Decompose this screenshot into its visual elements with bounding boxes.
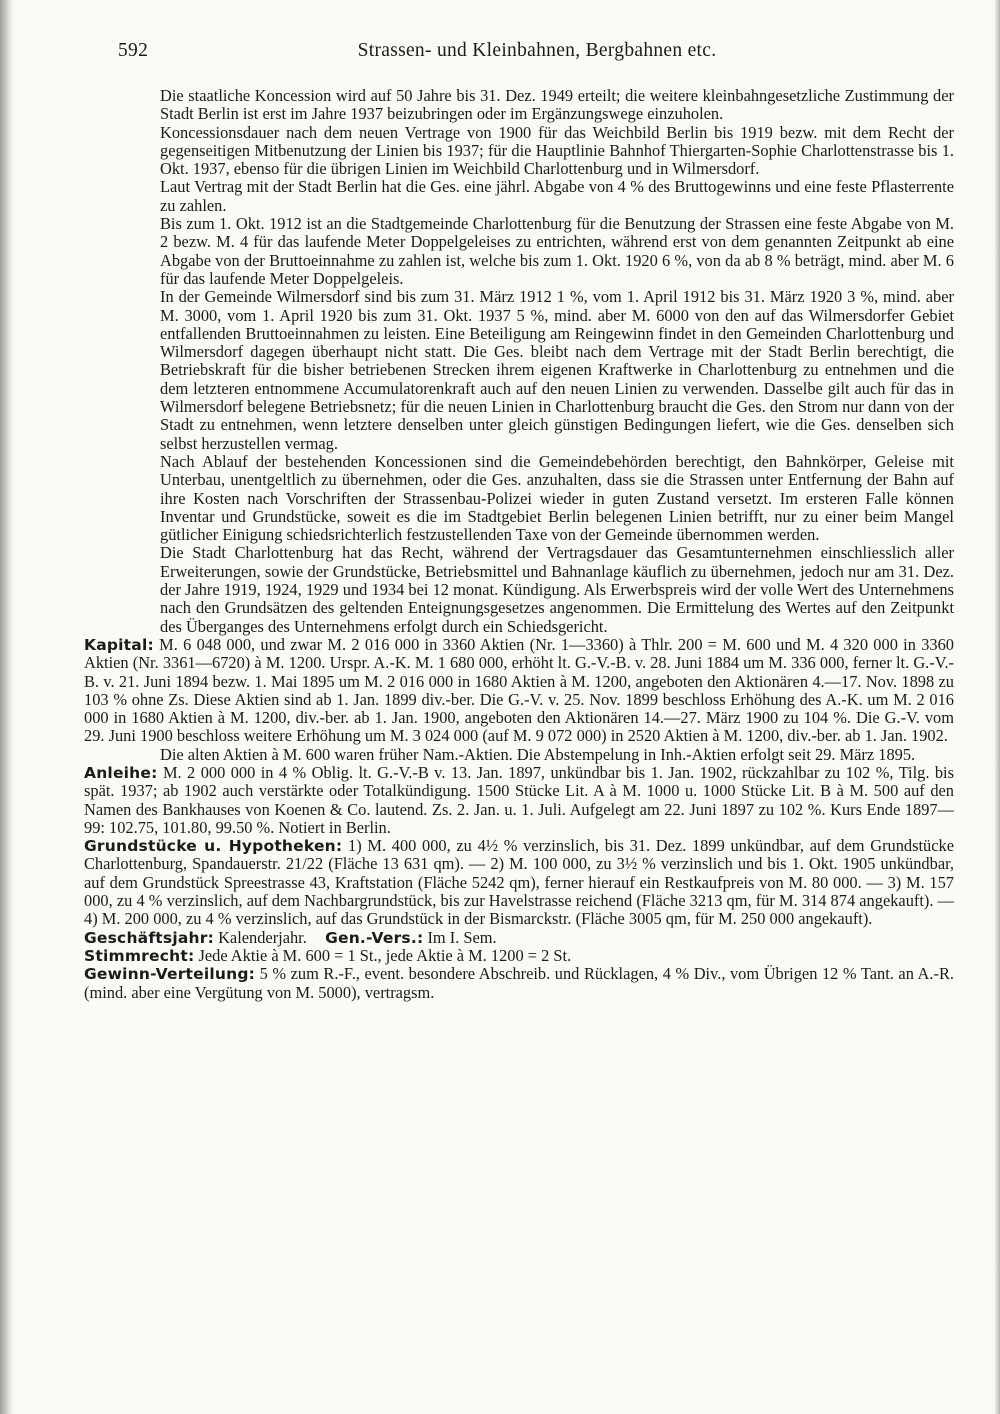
label-anleihe: Anleihe:	[84, 763, 158, 782]
paragraph-wilmersdorf: In der Gemeinde Wilmersdorf sind bis zum 31. März 1912 1 %, vom 1. April 1912 bis 31. März 1920 3 %, mind. aber M. 3000, vom 1. April 1920 bis zum 31. Okt. 1937 5 %, mind. aber M. 6000 von den auf das Wilmersdorfer Gebiet entfallenden Bruttoeinnahmen zu leisten. Eine Beteiligung am Reingewinn findet in den Gemeinden Charlottenburg und Wilmersdorf dagegen überhaupt nicht statt. Die Ges. bleibt nach dem Vertrage mit der Stadt Berlin berechtigt, die Betriebskraft für die bisher betriebenen Strecken ihrem eigenen Kraftwerke in Charlottenburg zu entnehmen und die dem letzteren entnommene Accumulatorenkraft auch auf den neuen Linien zu verwenden. Dasselbe gilt auch für das in Wilmersdorf belegene Betriebsnetz; für die neuen Linien in Charlottenburg braucht die Ges. den Strom nur dann von der Stadt zu entnehmen, wenn letztere denselben unter gleich günstigen Bedingungen liefert, wie die Ges. denselben sich selbst herzustellen vermag.	[160, 287, 954, 453]
entry-stimmrecht	[84, 947, 954, 965]
paragraph-koncession: Die staatliche Koncession wird auf 50 Jahre bis 31. Dez. 1949 erteilt; die weitere kleinbahngesetzliche Zustimmung der Stadt Berlin ist erst im Jahre 1937 beizubringen oder im Ergänzungswege einzuholen.	[160, 86, 954, 124]
text-grundstuecke: 1) M. 400 000, zu 4½ % verzinslich, bis 31. Dez. 1899 unkündbar, auf dem Grundstücke Charlottenburg, Spandauerstr. 21/22 (Fläche 13 631 qm). — 2) M. 100 000, zu 3½ % verzinslich und bis 1. Okt. 1905 unkündbar, auf dem Grundstück Spreestrasse 43, Kraftstation (Fläche 5242 qm), ferner hierauf ein Restkaufpreis von M. 80 000. — 3) M. 157 000, zu 4 % verzinslich, auf dem Nachbargrundstück, bis zur Havelstrasse reichend (Fläche 3213 qm, für M. 314 874 angekauft). — 4) M. 200 000, zu 4 % verzinslich, auf das Grundstück in der Bismarckstr. (Fläche 3005 qm, für M. 250 000 angekauft).	[84, 836, 954, 929]
text-kapital: M. 6 048 000, und zwar M. 2 016 000 in 3360 Aktien (Nr. 1—3360) à Thlr. 200 = M. 600 und M. 4 320 000 in 3360 Aktien (Nr. 3361—6720) à M. 1200. Urspr. A.-K. M. 1 680 000, erhöht lt. G.-V.-B. v. 28. Juni 1884 um M. 336 000, ferner lt. G.-V.-B. v. 21. Juni 1894 bezw. 1. Mai 1895 um M. 2 016 000 in 1680 Aktien à M. 1200, angeboten den Aktionären 4.—17. Nov. 1898 zu 103 % ohne Zs. Diese Aktien sind ab 1. Jan. 1899 div.-ber. Die G.-V. v. 25. Nov. 1899 beschloss Erhöhung des A.-K. um M. 2 016 000 in 1680 Aktien à M. 1200, div.-ber. ab 1. Jan. 1900, angeboten den Aktionären 14.—27. März 1900 zu 104 %. Die G.-V. vom 29. Juni 1900 beschloss weitere Erhöhung um M. 3 024 000 (auf M. 9 072 000) in 2520 Aktien à M. 1200, div.-ber. ab 1. Jan. 1902.	[84, 634, 954, 746]
entry-kapital	[84, 636, 954, 746]
page-edge-shadow	[994, 0, 1000, 1414]
note-kapital: Die alten Aktien à M. 600 waren früher Nam.-Aktien. Die Abstempelung in Inh.-Aktien erfolgt seit 29. März 1895.	[160, 744, 916, 764]
text-gen-vers: Im I. Sem.	[427, 927, 497, 947]
text-geschaeftsjahr: Kalenderjahr.	[218, 927, 307, 947]
label-gen-vers: Gen.-Vers.:	[325, 928, 424, 947]
label-gewinn-verteilung: Gewinn-Verteilung:	[84, 965, 256, 984]
entry-geschaeftsjahr	[84, 929, 954, 947]
page-header	[118, 40, 956, 64]
paragraph-abgabe-berlin: Laut Vertrag mit der Stadt Berlin hat die Ges. eine jährl. Abgabe von 4 % des Bruttogewinns und eine feste Pflasterrente zu zahlen.	[160, 177, 954, 215]
entry-gewinn-verteilung	[84, 965, 954, 1002]
binding-shadow	[0, 0, 14, 1414]
label-kapital: Kapital:	[84, 635, 154, 654]
text-anleihe: M. 2 000 000 in 4 % Oblig. lt. G.-V.-B v. 13. Jan. 1897, unkündbar bis 1. Jan. 1902, rückzahlbar zu 102 %, Tilg. bis spät. 1937; ab 1902 auch verstärkte oder Totalkündigung. 1500 Stücke Lit. A à M. 1000 u. 1000 Stücke Lit. B à M. 500 auf den Namen des Bankhauses von Koenen & Co. lautend. Zs. 2. Jan. u. 1. Juli. Aufgelegt am 22. Juni 1897 zu 102 %. Kurs Ende 1897—99: 102.75, 101.80, 99.50 %. Notiert in Berlin.	[84, 762, 954, 837]
page-number: 592	[118, 40, 149, 61]
paragraph-abgabe-charlottenburg: Bis zum 1. Okt. 1912 ist an die Stadtgemeinde Charlottenburg für die Benutzung der Strassen eine feste Abgabe von M. 2 bezw. M. 4 für das laufende Meter Doppelgeleises zu entrichten, während erst von dem genannten Zeitpunkt ab eine Abgabe von der Bruttoeinnahme zu zahlen ist, welche bis zum 1. Okt. 1920 6 %, von da ab 8 % beträgt, mind. aber M. 6 für das laufende Meter Doppelgeleis.	[160, 214, 954, 288]
text-gewinn-verteilung: 5 % zum R.-F., event. besondere Abschreib. und Rücklagen, 4 % Div., vom Übrigen 12 % Tant. an A.-R. (mind. aber eine Vergütung von M. 5000), vertragsm.	[84, 964, 954, 1002]
entry-anleihe	[84, 764, 954, 837]
running-title: Strassen- und Kleinbahnen, Bergbahnen etc.	[357, 40, 717, 61]
paragraph-ablauf: Nach Ablauf der bestehenden Koncessionen sind die Gemeindebehörden berechtigt, den Bahnkörper, Geleise mit Unterbau, unentgeltlich zu übernehmen, oder die Ges. anzuhalten, dass sie die Strassen unter Entfernung der Bahn auf ihre Kosten nach Vorschriften der Strassenbau-Polizei wieder in guten Zustand versetzt. Im ersteren Falle können Inventar und Grundstücke, soweit es die im Stadtgebiet Berlin belegenen Linien betrifft, nur zu einer beim Mangel gütlicher Einigung schiedsrichterlich festzustellenden Taxe von der Gemeinde übernommen werden.	[160, 451, 954, 545]
label-stimmrecht: Stimmrecht:	[84, 946, 195, 965]
entry-grundstuecke	[84, 837, 954, 928]
paragraph-koncessionsdauer: Koncessionsdauer nach dem neuen Vertrage von 1900 für das Weichbild Berlin bis 1919 bezw. mit dem Recht der gegenseitigen Mitbenutzung der Linien bis 1937; für die Hauptlinie Bahnhof Thiergarten-Sophie Charlottenstrasse bis 1. Okt. 1937, ebenso für die übrigen Linien im Weichbild Charlottenburg und in Wilmersdorf.	[160, 122, 954, 179]
paragraph-uebernahmerecht: Die Stadt Charlottenburg hat das Recht, während der Vertragsdauer das Gesamtunternehmen einschliesslich aller Erweiterungen, sowie der Grundstücke, Betriebsmittel und Bahnanlage käuflich zu übernehmen, jedoch nur am 31. Dez. der Jahre 1919, 1924, 1929 und 1934 bei 12 monat. Kündigung. Als Erwerbspreis wird der volle Wert des Unternehmens nach den Grundsätzen des geltenden Enteignungsgesetzes angenommen. Die Ermittelung des Wertes auf den Zeitpunkt des Überganges des Unternehmens erfolgt durch ein Schiedsgericht.	[160, 543, 954, 636]
page-body	[84, 86, 954, 1002]
text-stimmrecht: Jede Aktie à M. 600 = 1 St., jede Aktie à M. 1200 = 2 St.	[198, 945, 572, 965]
label-grundstuecke: Grundstücke u. Hypotheken:	[84, 837, 343, 856]
label-geschaeftsjahr: Geschäftsjahr:	[84, 928, 214, 947]
